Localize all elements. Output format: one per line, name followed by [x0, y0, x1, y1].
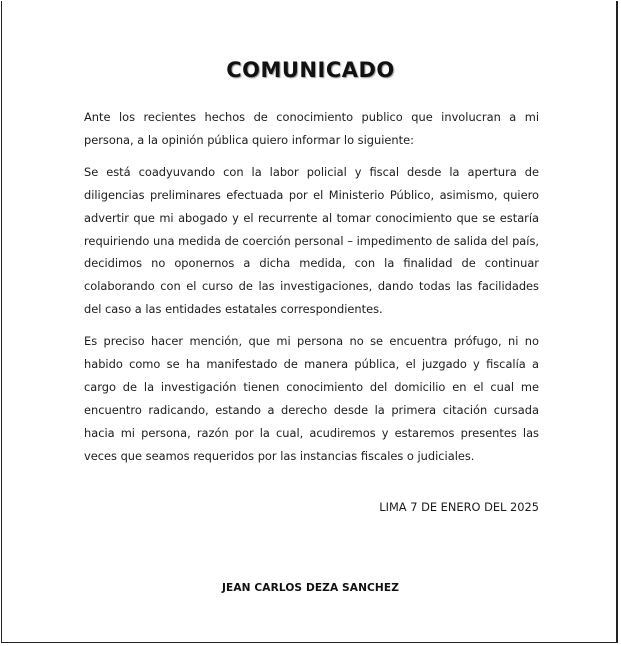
paragraph-clarification: Es preciso hacer mención, que mi persona no se encuentra prófugo, ni no habido como se ha manifestado de manera pública, el juzgado y fiscalía a cargo de la investigación tienen conocimiento del domicilio en el cual me encuentro radicando, estando a derecho desde la primera citación cursada hacia mi persona, razón por la cual, acudiremos y estaremos presentes las veces que seamos requeridos por las instancias fiscales o judiciales. — [84, 334, 539, 463]
paragraph-intro: Ante los recientes hechos de conocimiento publico que involucran a mi persona, a la opinión pública quiero informar lo siguiente: — [84, 110, 539, 147]
signature-name: JEAN CARLOS DEZA SANCHEZ — [221, 582, 399, 594]
paragraph-cooperation: Se está coadyuvando con la labor policial y fiscal desde la apertura de diligencias preliminares efectuada por el Ministerio Público, asimismo, quiero advertir que mi abogado y el recurrente al tomar conocimiento que se estaría requiriendo una medida de coerción personal – impedimento de salida del país, decidimos no oponernos a dicha medida, con la finalidad de continuar colaborando con el curso de las investigaciones, dando todas las facilidades del caso a las entidades estatales correspondientes. — [84, 164, 539, 317]
document-title: COMUNICADO — [226, 58, 395, 82]
date-line: LIMA 7 DE ENERO DEL 2025 — [379, 500, 539, 514]
document-body — [84, 106, 539, 477]
